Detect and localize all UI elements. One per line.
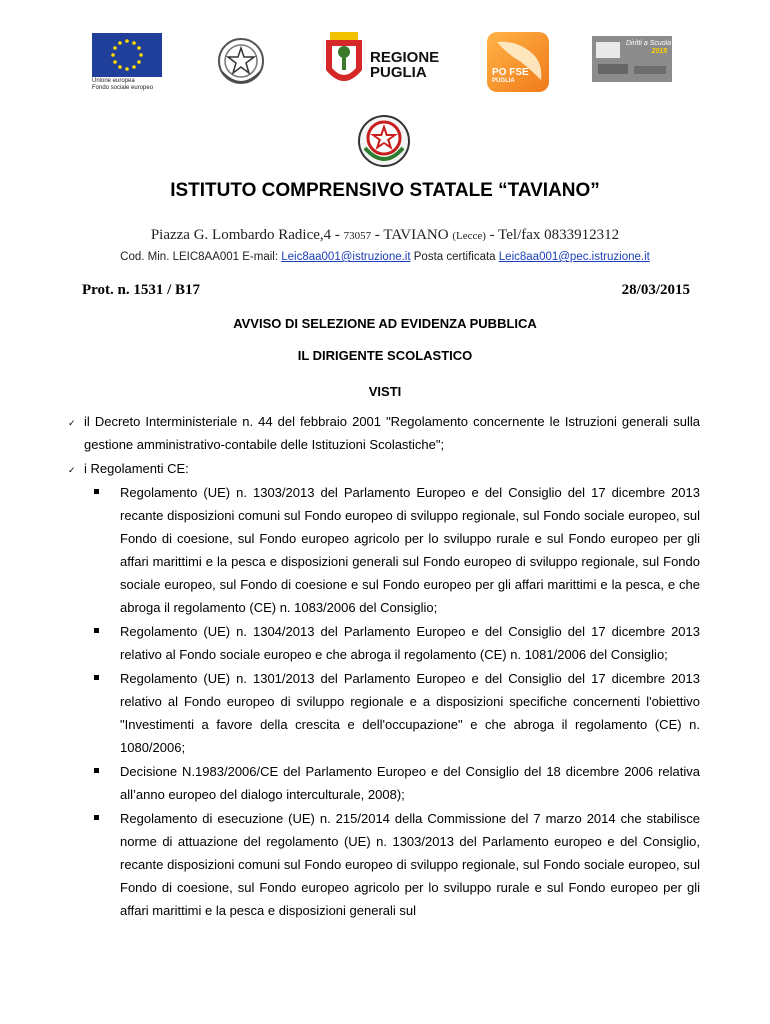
- address-city: - TAVIANO: [371, 227, 453, 243]
- pofse-line1: PO FSE: [492, 67, 529, 78]
- regolamento-item: [64, 481, 700, 619]
- eu-logo: [92, 33, 162, 89]
- email-link[interactable]: Leic8aa001@istruzione.it: [281, 251, 411, 263]
- puglia-shield-icon: [322, 30, 366, 92]
- eu-flag-icon: [92, 33, 162, 77]
- pec-link[interactable]: Leic8aa001@pec.istruzione.it: [498, 251, 650, 263]
- eu-caption-line1: Unione europea: [92, 78, 135, 84]
- check-mark-icon: ✓: [68, 418, 76, 428]
- diritti-a-scuola-logo: [592, 36, 672, 82]
- visti-item: [64, 410, 700, 456]
- regolamento-item: [64, 760, 700, 806]
- heading-visti: VISTI: [368, 384, 402, 399]
- contacts-mid: Posta certificata: [410, 251, 499, 263]
- pofse-line2: PUGLIA: [492, 78, 515, 84]
- italian-republic-emblem-icon: [214, 32, 268, 90]
- regione-puglia-logo: [322, 30, 452, 92]
- bullet-icon: [94, 768, 99, 773]
- scuola-line2: 2015: [651, 48, 668, 55]
- document-body: [64, 410, 700, 922]
- regolamento-text: Decisione N.1983/2006/CE del Parlamento Europeo e del Consiglio del 18 dicembre 2006 relativa all’anno europeo del dialogo interculturale, 2008);: [120, 764, 700, 802]
- regione-puglia-wordmark: [370, 50, 439, 80]
- heading-avviso: AVVISO DI SELEZIONE AD EVIDENZA PUBBLICA: [233, 316, 537, 331]
- heading-dirigente: IL DIRIGENTE SCOLASTICO: [297, 348, 473, 363]
- puglia-word: PUGLIA: [370, 64, 427, 81]
- regolamento-text: Regolamento (UE) n. 1303/2013 del Parlamento Europeo e del Consiglio del 17 dicembre 2013 recante disposizioni comuni sul Fondo europeo di sviluppo regionale, sul Fondo sociale europeo, sul Fondo di coesione, sul Fondo europeo agricolo per lo sviluppo rurale e sul Fondo europeo per gli affari marittimi e la pesca e disposizioni generali sul Fondo europeo di sviluppo regionale, sul Fondo sociale europeo, sul Fondo di coesione e sul Fondo europeo per gli affari marittimi e la pesca, e che abroga il regolamento (CE) n. 1083/2006 del Consiglio;: [120, 485, 700, 615]
- bullet-icon: [94, 815, 99, 820]
- regolamento-text: Regolamento (UE) n. 1304/2013 del Parlamento Europeo e del Consiglio del 17 dicembre 2013 relativo al Fondo sociale europeo e che abroga il regolamento (CE) n. 1081/2006 del Consiglio;: [120, 624, 700, 662]
- address-telfax: - Tel/fax 0833912312: [485, 227, 620, 243]
- address-street: Piazza G. Lombardo Radice,4 -: [150, 227, 344, 243]
- school-address: [0, 227, 770, 244]
- visti-item-text: i Regolamenti CE:: [84, 461, 189, 476]
- bullet-icon: [94, 489, 99, 494]
- school-title: ISTITUTO COMPRENSIVO STATALE “TAVIANO”: [170, 180, 600, 201]
- school-contacts: [0, 251, 770, 263]
- eu-caption-line2: Fondo sociale europeo: [92, 85, 154, 91]
- scuola-line1: Diritti a Scuola: [626, 40, 672, 47]
- logo-strip: [0, 30, 770, 100]
- eu-caption: [92, 78, 162, 92]
- protocol-number: Prot. n. 1531 / B17: [82, 282, 201, 298]
- regolamento-item: [64, 620, 700, 666]
- bullet-icon: [94, 675, 99, 680]
- regione-word: REGIONE: [370, 49, 440, 66]
- address-province: (Lecce): [452, 230, 486, 242]
- regolamento-text: Regolamento (UE) n. 1301/2013 del Parlamento Europeo e del Consiglio del 17 dicembre 2013 relativo al Fondo europeo di sviluppo regionale e a disposizioni specifiche concernenti l'obiettivo "Investimenti a favore della crescita e dell'occupazione" e che abroga il regolamento (CE) n. 1080/2006;: [120, 671, 700, 755]
- check-mark-icon: ✓: [68, 465, 76, 475]
- red-republic-emblem-icon: [355, 112, 413, 170]
- visti-item: [64, 457, 700, 480]
- address-cap: 73057: [343, 230, 372, 242]
- bullet-icon: [94, 628, 99, 633]
- visti-item-text: il Decreto Interministeriale n. 44 del febbraio 2001 "Regolamento concernente le Istruzioni generali sulla gestione amministrativo-contabile delle Istituzioni Scolastiche";: [84, 414, 700, 452]
- protocol-date: 28/03/2015: [621, 282, 690, 298]
- regolamento-text: Regolamento di esecuzione (UE) n. 215/2014 della Commissione del 7 marzo 2014 che stabilisce norme di attuazione del regolamento (UE) n. 1303/2013 del Parlamento europeo e del Consiglio, recante disposizioni comuni sul Fondo europeo di sviluppo regionale, sul Fondo sociale europeo, sul Fondo di coesione, sul Fondo europeo agricolo per lo sviluppo rurale e sul Fondo europeo per gli affari marittimi e la pesca e disposizioni generali sul: [120, 811, 700, 918]
- regolamento-item: [64, 667, 700, 759]
- po-fse-puglia-logo: [487, 32, 549, 92]
- regolamento-item: [64, 807, 700, 922]
- contacts-prefix: Cod. Min. LEIC8AA001 E-mail:: [120, 251, 282, 263]
